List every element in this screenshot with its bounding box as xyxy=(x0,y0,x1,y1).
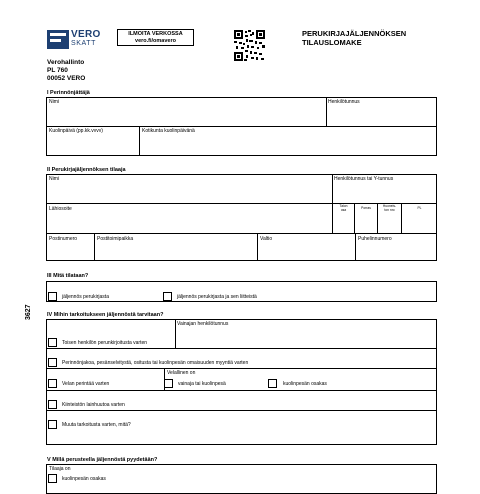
phone-field[interactable] xyxy=(356,234,437,261)
debtor-heir-checkbox[interactable] xyxy=(268,379,277,388)
deceased-name-field[interactable] xyxy=(47,98,325,126)
address-line1: Verohallinto xyxy=(47,59,85,66)
logo-text-skatt: SKATT xyxy=(71,40,97,47)
orderer-id-label: Henkilötunnus tai Y-tunnus xyxy=(334,176,394,182)
purpose-property-checkbox[interactable] xyxy=(48,400,57,409)
postcode-label: Postinumero xyxy=(49,236,78,242)
section3-heading: III Mitä tilataan? xyxy=(47,273,89,279)
online-notice-url: vero.fi/omavero xyxy=(135,38,176,44)
phone-label: Puhelinnumero xyxy=(358,236,392,242)
purpose-property-label: Kiinteistön lainhuutoa varten xyxy=(62,402,125,408)
stair-label: Porras xyxy=(361,206,371,210)
apartment-label: Huoneis- ton nro xyxy=(382,204,397,212)
purpose-other-estate-label: Toisen henkilön perunkirjoitusta varten xyxy=(62,340,148,346)
option-estate-copy-checkbox[interactable] xyxy=(48,292,57,301)
section2-box xyxy=(46,174,437,261)
purpose-debt-checkbox[interactable] xyxy=(48,379,57,388)
street-field[interactable] xyxy=(47,204,331,233)
death-date-field[interactable] xyxy=(47,127,139,156)
stair-field[interactable] xyxy=(355,204,377,233)
tax-office-address xyxy=(47,59,85,83)
vero-logo xyxy=(47,30,103,49)
section5-box xyxy=(46,464,437,494)
address-line3: 00052 VERO xyxy=(47,75,86,82)
street-label: Lähiosoite xyxy=(49,206,72,212)
debtor-deceased-label: vainaja tai kuolinpesä xyxy=(178,381,226,387)
form-number: 3627 xyxy=(25,304,32,320)
purpose-division-checkbox[interactable] xyxy=(48,358,57,367)
role-heir-label: kuolinpesän osakas xyxy=(62,476,106,482)
country-label: Valtio xyxy=(260,236,273,242)
debtor-deceased-checkbox[interactable] xyxy=(164,379,173,388)
form-title-line2: TILAUSLOMAKE xyxy=(302,38,362,47)
death-date-label: Kuolinpäivä (pp.kk.vvvv) xyxy=(49,128,103,134)
spouse-id-field[interactable] xyxy=(176,320,437,348)
orderer-id-field[interactable] xyxy=(333,175,437,203)
postcode-field[interactable] xyxy=(47,234,94,261)
po-box-label: PL xyxy=(417,206,422,210)
apartment-field[interactable] xyxy=(378,204,401,233)
online-notice-title: ILMOITA VERKOSSA xyxy=(128,31,183,37)
section2-heading: II Perukirjajäljennöksen tilaaja xyxy=(47,167,126,173)
form-title xyxy=(302,29,406,47)
po-box-field[interactable] xyxy=(402,204,437,233)
debtor-heir-label: kuolinpesän osakas xyxy=(283,381,327,387)
address-line2: PL 760 xyxy=(47,67,68,74)
option-estate-copy-attachments-label: jäljennös perukirjasta ja sen liitteistä xyxy=(177,294,257,300)
death-municipality-label: Kotikunta kuolinpäivänä xyxy=(142,128,195,134)
floor-label: Talon osa xyxy=(339,204,348,212)
section4-box xyxy=(46,319,437,445)
qr-code-icon xyxy=(234,30,265,61)
option-estate-copy-attachments-checkbox[interactable] xyxy=(163,292,172,301)
orderer-name-field[interactable] xyxy=(47,175,331,203)
option-estate-copy-label: jäljennös perukirjasta xyxy=(62,294,109,300)
purpose-other-estate-checkbox[interactable] xyxy=(48,338,57,347)
purpose-other-label: Muuta tarkoitusta varten, mitä? xyxy=(62,422,131,428)
deceased-id-label: Henkilötunnus xyxy=(328,99,360,105)
vero-logo-mark-icon xyxy=(47,30,69,49)
section1-box xyxy=(46,97,437,156)
city-label: Postitoimipaikka xyxy=(97,236,134,242)
city-field[interactable] xyxy=(95,234,257,261)
role-heir-checkbox[interactable] xyxy=(48,474,57,483)
section4-heading: IV Mihin tarkoitukseen jäljennöstä tarvitaan? xyxy=(47,312,164,318)
purpose-other-field[interactable] xyxy=(47,428,437,445)
deceased-name-label: Nimi xyxy=(49,99,59,105)
death-municipality-field[interactable] xyxy=(140,127,437,156)
section1-heading: I Perinnönjättäjä xyxy=(47,90,90,96)
orderer-role-label: Tilaaja on xyxy=(49,466,71,472)
floor-field[interactable] xyxy=(333,204,354,233)
spouse-id-label: Vainajan henkilötunnus xyxy=(177,321,229,327)
online-notice-box xyxy=(117,29,194,46)
section3-box xyxy=(46,281,437,302)
orderer-name-label: Nimi xyxy=(49,176,59,182)
country-field[interactable] xyxy=(258,234,355,261)
debtor-label: Velallinen on xyxy=(167,370,196,376)
logo-text-vero: VERO xyxy=(71,29,101,40)
purpose-division-label: Perinnönjakoa, pesänselvitystä, ositusta tai kuolinpesän omaisuuden myyntiä varten xyxy=(62,360,249,366)
purpose-debt-label: Velan perintää varten xyxy=(62,381,110,387)
deceased-id-field[interactable] xyxy=(327,98,437,126)
form-title-line1: PERUKIRJAJÄLJENNÖKSEN xyxy=(302,29,407,38)
section5-heading: V Millä perusteella jäljennöstä pyydetään? xyxy=(47,457,158,463)
